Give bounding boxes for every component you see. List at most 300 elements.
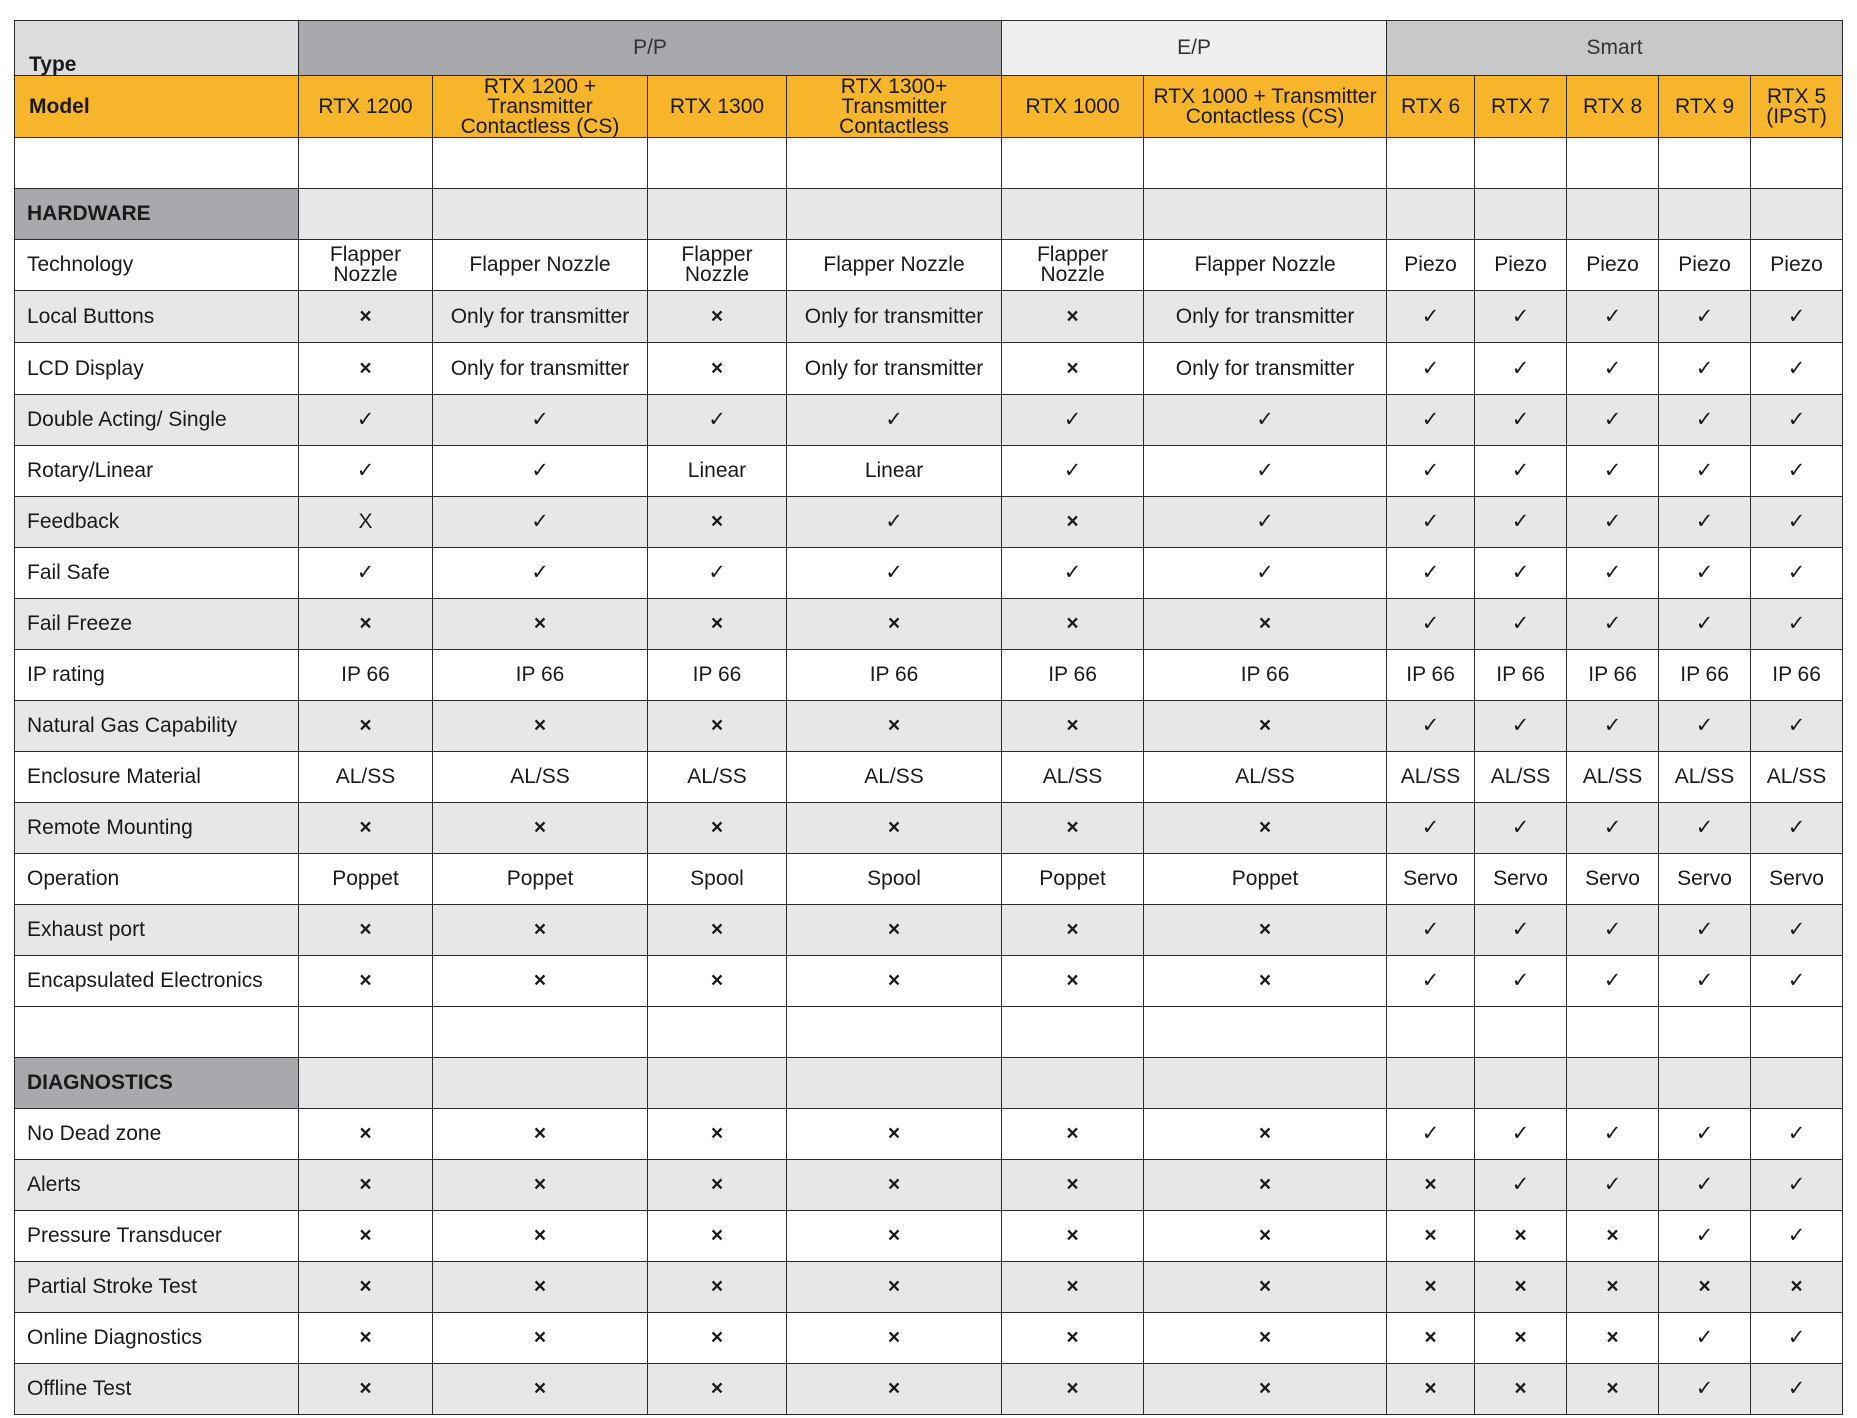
check-icon: ✓ [1002,548,1144,599]
cross-icon: × [1144,1364,1387,1415]
check-icon: ✓ [299,446,433,497]
empty-cell [15,1007,299,1058]
model-header: RTX 7 [1475,76,1567,138]
cross-icon: × [1002,905,1144,956]
empty-cell [1387,1058,1475,1109]
cross-icon: × [433,701,648,752]
check-icon: ✓ [1659,701,1751,752]
check-icon: ✓ [1567,446,1659,497]
cross-icon: × [1002,956,1144,1007]
table-row [15,803,1843,854]
check-icon: ✓ [1567,599,1659,650]
row-label: Partial Stroke Test [15,1262,299,1313]
check-icon: ✓ [433,395,648,446]
model-row [15,76,1843,138]
empty-cell [299,189,433,240]
cross-icon: × [787,701,1002,752]
cross-icon: × [1144,803,1387,854]
check-icon: ✓ [787,395,1002,446]
cross-icon: × [1002,291,1144,343]
table-cell: AL/SS [787,752,1002,803]
check-icon: ✓ [1475,548,1567,599]
cross-icon: × [1002,497,1144,548]
check-icon: ✓ [1387,701,1475,752]
table-cell: Spool [648,854,787,905]
cross-icon: × [433,956,648,1007]
table-row [15,956,1843,1007]
spacer-row [15,1007,1843,1058]
check-icon: ✓ [1475,395,1567,446]
table-cell: AL/SS [433,752,648,803]
cross-icon: × [787,1364,1002,1415]
table-cell: Servo [1387,854,1475,905]
row-label: Remote Mounting [15,803,299,854]
table-row [15,854,1843,905]
check-icon: ✓ [433,548,648,599]
table-cell: Piezo [1659,240,1751,291]
check-icon: ✓ [1387,497,1475,548]
cross-icon: × [299,1364,433,1415]
cross-icon: × [1387,1160,1475,1211]
group-pp: P/P [299,21,1002,76]
check-icon: ✓ [1475,291,1567,343]
empty-cell [1475,189,1567,240]
cross-icon: × [648,803,787,854]
group-ep: E/P [1002,21,1387,76]
table-cell: Piezo [1567,240,1659,291]
empty-cell [1144,1058,1387,1109]
cross-icon: × [299,905,433,956]
empty-cell [1567,1058,1659,1109]
empty-cell [787,189,1002,240]
table-cell: IP 66 [787,650,1002,701]
check-icon: ✓ [1751,1313,1843,1364]
empty-cell [787,138,1002,189]
check-icon: ✓ [1659,395,1751,446]
check-icon: ✓ [1659,1313,1751,1364]
cross-icon: × [299,343,433,395]
row-label: Fail Safe [15,548,299,599]
cross-icon: × [648,1364,787,1415]
check-icon: ✓ [1659,497,1751,548]
table-cell: IP 66 [1144,650,1387,701]
empty-cell [1751,1007,1843,1058]
empty-cell [1387,138,1475,189]
check-icon: ✓ [1659,291,1751,343]
check-icon: ✓ [787,497,1002,548]
cross-icon: × [1002,1160,1144,1211]
check-icon: ✓ [1144,497,1387,548]
check-icon: ✓ [1387,599,1475,650]
cross-icon: × [433,803,648,854]
cross-icon: × [648,1313,787,1364]
table-cell: IP 66 [648,650,787,701]
cross-icon: × [1387,1262,1475,1313]
check-icon: ✓ [1567,548,1659,599]
check-icon: ✓ [1659,446,1751,497]
cross-icon: × [299,291,433,343]
check-icon: ✓ [1144,446,1387,497]
model-header: RTX 5 (IPST) [1751,76,1843,138]
cross-icon: × [787,905,1002,956]
empty-cell [1659,138,1751,189]
cross-icon: × [299,701,433,752]
check-icon: ✓ [787,548,1002,599]
table-cell: IP 66 [1387,650,1475,701]
cross-icon: × [433,1364,648,1415]
table-cell: Flapper Nozzle [433,240,648,291]
cross-icon: × [1144,1313,1387,1364]
check-icon: ✓ [1567,905,1659,956]
table-row [15,1211,1843,1262]
cross-icon: × [1144,599,1387,650]
check-icon: ✓ [1751,599,1843,650]
row-label: Natural Gas Capability [15,701,299,752]
cross-icon: × [648,1211,787,1262]
cross-icon: × [299,599,433,650]
table-row [15,291,1843,343]
table-row [15,650,1843,701]
comparison-table [14,20,1843,1415]
empty-cell [299,1007,433,1058]
check-icon: ✓ [1387,956,1475,1007]
empty-cell [433,1058,648,1109]
cross-icon: × [787,1109,1002,1160]
row-label: Double Acting/ Single [15,395,299,446]
cross-icon: × [299,1160,433,1211]
row-label: Feedback [15,497,299,548]
empty-cell [1002,1007,1144,1058]
row-label: Local Buttons [15,291,299,343]
table-cell: Servo [1751,854,1843,905]
table-row [15,599,1843,650]
check-icon: ✓ [1387,446,1475,497]
table-cell: Poppet [1144,854,1387,905]
check-icon: ✓ [1751,291,1843,343]
empty-cell [1659,189,1751,240]
table-cell: IP 66 [1659,650,1751,701]
section-header-row [15,189,1843,240]
table-cell: AL/SS [1144,752,1387,803]
cross-icon: × [648,1160,787,1211]
check-icon: ✓ [1751,1211,1843,1262]
check-icon: ✓ [433,497,648,548]
cross-icon: × [299,1262,433,1313]
empty-cell [648,1058,787,1109]
cross-icon: × [1475,1211,1567,1262]
check-icon: ✓ [1567,291,1659,343]
cross-icon: × [1002,1313,1144,1364]
row-label: Fail Freeze [15,599,299,650]
table-cell: AL/SS [1659,752,1751,803]
check-icon: ✓ [1751,905,1843,956]
empty-cell [1002,138,1144,189]
check-icon: ✓ [1751,1109,1843,1160]
cross-icon: × [787,1313,1002,1364]
check-icon: ✓ [1002,446,1144,497]
row-label: Exhaust port [15,905,299,956]
check-icon: ✓ [1144,395,1387,446]
check-icon: ✓ [1659,1364,1751,1415]
table-cell: Only for transmitter [1144,291,1387,343]
cross-icon: × [648,497,787,548]
check-icon: ✓ [1751,395,1843,446]
model-header: RTX 1300 [648,76,787,138]
table-row [15,497,1843,548]
table-row [15,395,1843,446]
table-cell: Only for transmitter [1144,343,1387,395]
table-cell: X [299,497,433,548]
check-icon: ✓ [1659,803,1751,854]
empty-cell [1751,189,1843,240]
row-label: Rotary/Linear [15,446,299,497]
cross-icon: × [787,599,1002,650]
table-cell: Linear [787,446,1002,497]
check-icon: ✓ [1567,395,1659,446]
cross-icon: × [787,1160,1002,1211]
cross-icon: × [299,803,433,854]
check-icon: ✓ [1144,548,1387,599]
empty-cell [1144,189,1387,240]
empty-cell [1475,138,1567,189]
check-icon: ✓ [1751,343,1843,395]
check-icon: ✓ [1751,701,1843,752]
empty-cell [1475,1007,1567,1058]
empty-cell [1567,1007,1659,1058]
empty-cell [1002,189,1144,240]
check-icon: ✓ [1659,599,1751,650]
table-cell: Piezo [1387,240,1475,291]
table-cell: IP 66 [1751,650,1843,701]
table-cell: AL/SS [1567,752,1659,803]
check-icon: ✓ [648,548,787,599]
row-label: Encapsulated Electronics [15,956,299,1007]
cross-icon: × [1567,1364,1659,1415]
check-icon: ✓ [1387,905,1475,956]
row-label: Pressure Transducer [15,1211,299,1262]
check-icon: ✓ [1751,803,1843,854]
check-icon: ✓ [299,548,433,599]
check-icon: ✓ [1475,701,1567,752]
table-cell: Flapper Nozzle [1144,240,1387,291]
check-icon: ✓ [1475,446,1567,497]
table-row [15,1364,1843,1415]
table-row [15,1160,1843,1211]
empty-cell [299,1058,433,1109]
cross-icon: × [1002,343,1144,395]
table-cell: IP 66 [299,650,433,701]
model-header: RTX 1000 + Transmitter Contactless (CS) [1144,76,1387,138]
empty-cell [648,1007,787,1058]
cross-icon: × [1475,1364,1567,1415]
cross-icon: × [1002,1262,1144,1313]
check-icon: ✓ [1387,395,1475,446]
check-icon: ✓ [648,395,787,446]
cross-icon: × [787,1211,1002,1262]
cross-icon: × [1002,599,1144,650]
table-cell: IP 66 [433,650,648,701]
cross-icon: × [1567,1262,1659,1313]
table-cell: IP 66 [1567,650,1659,701]
row-label: Operation [15,854,299,905]
model-header: RTX 1300+ Transmitter Contactless [787,76,1002,138]
type-row [15,21,1843,76]
table-row [15,1262,1843,1313]
cross-icon: × [1144,956,1387,1007]
spacer-row [15,138,1843,189]
model-header: RTX 1200 + Transmitter Contactless (CS) [433,76,648,138]
model-label: Model [15,76,299,138]
table-row [15,905,1843,956]
cross-icon: × [1475,1313,1567,1364]
check-icon: ✓ [1002,395,1144,446]
table-cell: Flapper Nozzle [787,240,1002,291]
table-cell: Piezo [1475,240,1567,291]
check-icon: ✓ [1387,803,1475,854]
check-icon: ✓ [1659,1109,1751,1160]
table-row [15,548,1843,599]
section-header-row [15,1058,1843,1109]
empty-cell [1387,1007,1475,1058]
check-icon: ✓ [1475,1160,1567,1211]
row-label: Offline Test [15,1364,299,1415]
cross-icon: × [648,701,787,752]
row-label: No Dead zone [15,1109,299,1160]
row-label: LCD Display [15,343,299,395]
check-icon: ✓ [299,395,433,446]
check-icon: ✓ [1475,497,1567,548]
table-cell: Poppet [299,854,433,905]
check-icon: ✓ [1751,497,1843,548]
table-row [15,240,1843,291]
check-icon: ✓ [1659,343,1751,395]
cross-icon: × [299,1313,433,1364]
check-icon: ✓ [1567,956,1659,1007]
check-icon: ✓ [1475,343,1567,395]
check-icon: ✓ [1387,548,1475,599]
empty-cell [1144,1007,1387,1058]
cross-icon: × [787,956,1002,1007]
check-icon: ✓ [1659,548,1751,599]
model-header: RTX 6 [1387,76,1475,138]
row-label: Technology [15,240,299,291]
table-cell: AL/SS [299,752,433,803]
check-icon: ✓ [1475,1109,1567,1160]
check-icon: ✓ [1751,1364,1843,1415]
check-icon: ✓ [1751,548,1843,599]
empty-cell [433,1007,648,1058]
model-header: RTX 1000 [1002,76,1144,138]
row-label: IP rating [15,650,299,701]
table-cell: Piezo [1751,240,1843,291]
cross-icon: × [1144,905,1387,956]
check-icon: ✓ [1567,497,1659,548]
table-cell: Only for transmitter [787,343,1002,395]
check-icon: ✓ [1751,956,1843,1007]
cross-icon: × [433,1109,648,1160]
cross-icon: × [299,1211,433,1262]
row-label: Alerts [15,1160,299,1211]
cross-icon: × [1144,1262,1387,1313]
section-title: HARDWARE [15,189,299,240]
cross-icon: × [648,1109,787,1160]
empty-cell [433,189,648,240]
row-label: Enclosure Material [15,752,299,803]
table-cell: Linear [648,446,787,497]
cross-icon: × [648,956,787,1007]
cross-icon: × [1002,1211,1144,1262]
cross-icon: × [1751,1262,1843,1313]
check-icon: ✓ [1475,803,1567,854]
check-icon: ✓ [1567,1160,1659,1211]
cross-icon: × [787,1262,1002,1313]
check-icon: ✓ [1659,1211,1751,1262]
empty-cell [15,138,299,189]
table-row [15,446,1843,497]
cross-icon: × [1387,1313,1475,1364]
table-cell: Only for transmitter [787,291,1002,343]
empty-cell [433,138,648,189]
check-icon: ✓ [1387,291,1475,343]
cross-icon: × [433,599,648,650]
empty-cell [1144,138,1387,189]
table-row [15,1109,1843,1160]
check-icon: ✓ [1567,1109,1659,1160]
empty-cell [1002,1058,1144,1109]
table-cell: IP 66 [1475,650,1567,701]
type-label: Type [15,21,299,76]
empty-cell [648,138,787,189]
table-cell: IP 66 [1002,650,1144,701]
cross-icon: × [1002,1109,1144,1160]
model-header: RTX 1200 [299,76,433,138]
cross-icon: × [1144,701,1387,752]
check-icon: ✓ [433,446,648,497]
table-cell: AL/SS [648,752,787,803]
cross-icon: × [648,343,787,395]
empty-cell [1475,1058,1567,1109]
cross-icon: × [299,956,433,1007]
cross-icon: × [1002,1364,1144,1415]
table-cell: AL/SS [1475,752,1567,803]
table-cell: AL/SS [1002,752,1144,803]
cross-icon: × [1144,1211,1387,1262]
table-row [15,752,1843,803]
check-icon: ✓ [1475,599,1567,650]
table-cell: Flapper Nozzle [648,240,787,291]
empty-cell [787,1007,1002,1058]
empty-cell [1659,1007,1751,1058]
check-icon: ✓ [1567,343,1659,395]
cross-icon: × [1567,1313,1659,1364]
cross-icon: × [648,599,787,650]
empty-cell [1751,1058,1843,1109]
table-cell: AL/SS [1751,752,1843,803]
table-cell: Flapper Nozzle [1002,240,1144,291]
table-row [15,343,1843,395]
check-icon: ✓ [1475,905,1567,956]
empty-cell [648,189,787,240]
cross-icon: × [1002,701,1144,752]
section-title: DIAGNOSTICS [15,1058,299,1109]
check-icon: ✓ [1659,956,1751,1007]
model-header: RTX 8 [1567,76,1659,138]
table-cell: Servo [1567,854,1659,905]
model-header: RTX 9 [1659,76,1751,138]
cross-icon: × [1567,1211,1659,1262]
cross-icon: × [648,905,787,956]
table-cell: Poppet [1002,854,1144,905]
